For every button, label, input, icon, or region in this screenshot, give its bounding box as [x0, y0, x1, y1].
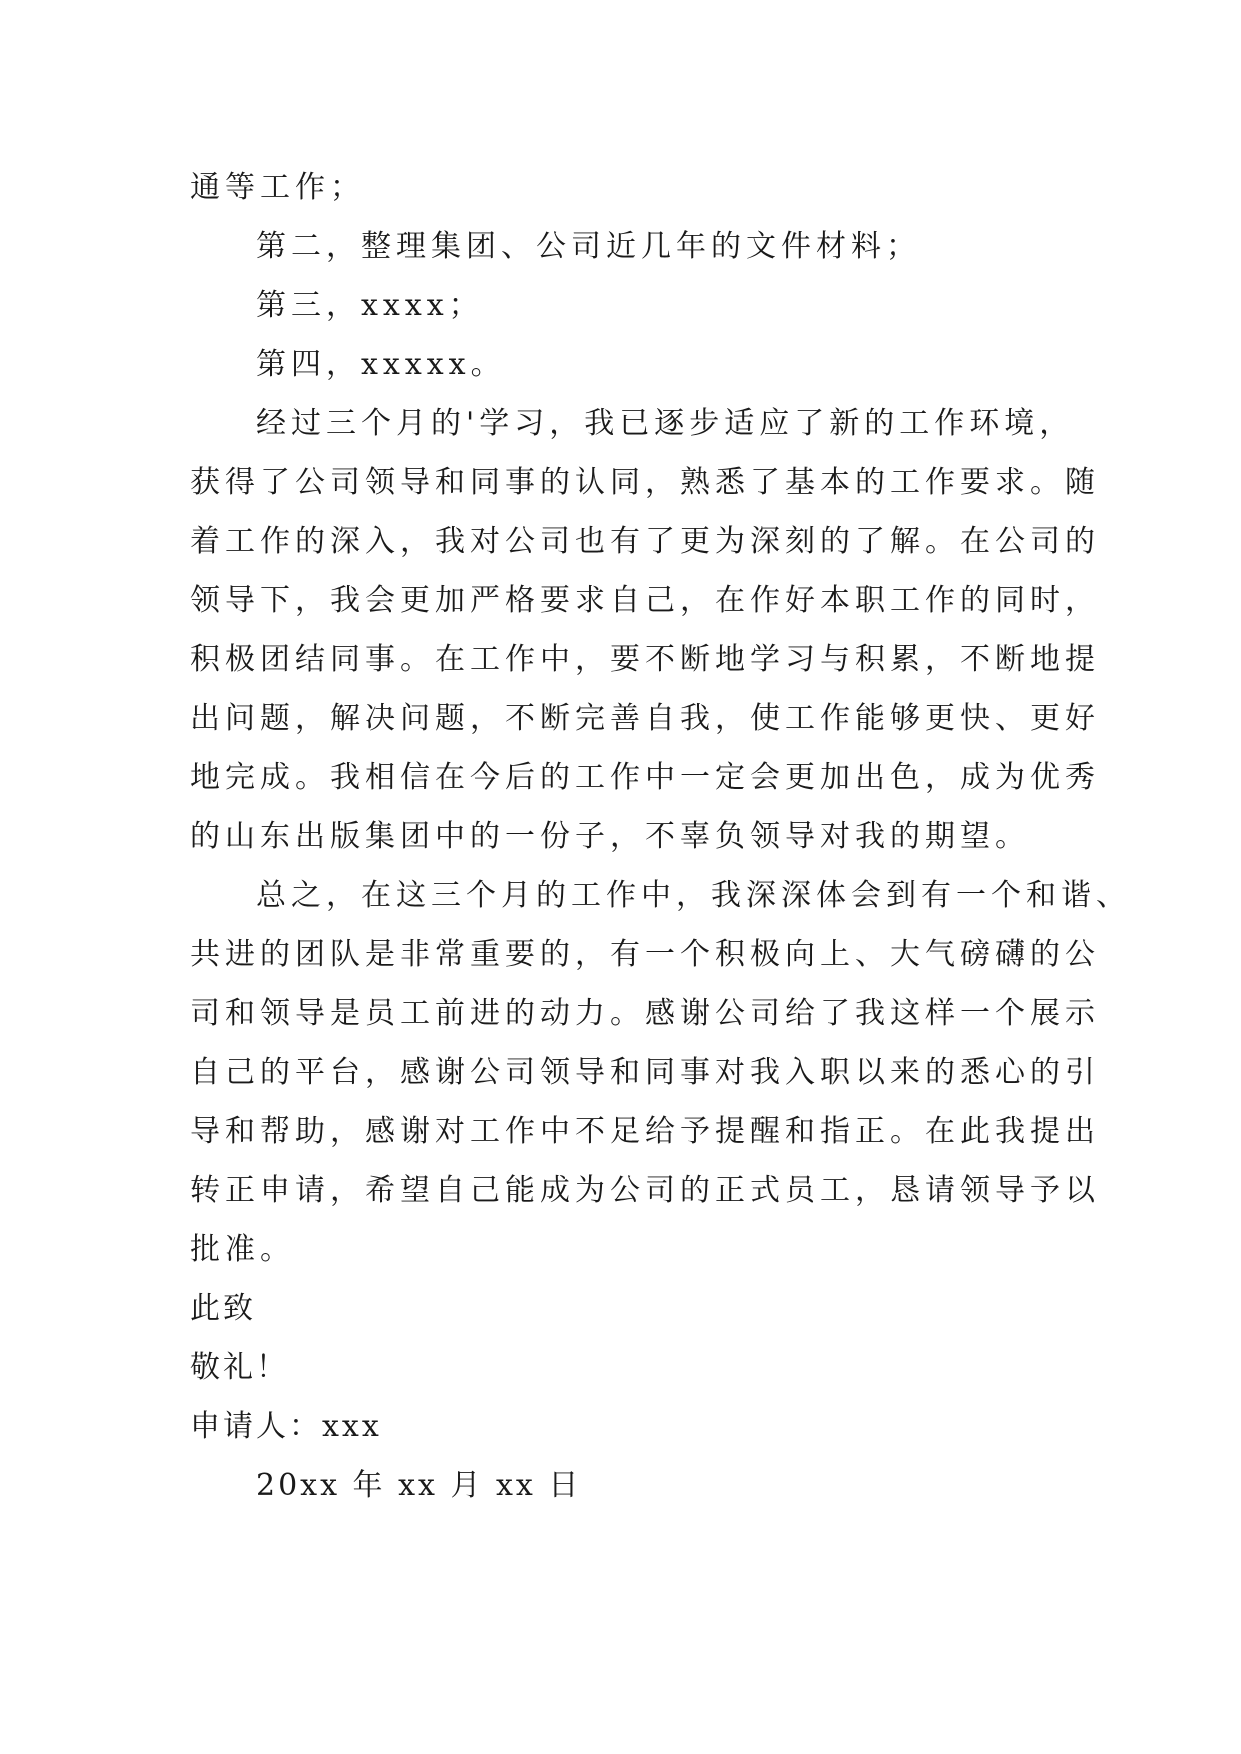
body-line: 经过三个月的'学习，我已逐步适应了新的工作环境， [256, 406, 1075, 441]
body-line: 积极团结同事。在工作中，要不断地学习与积累，不断地提 [190, 642, 1100, 677]
body-line: 自己的平台，感谢公司领导和同事对我入职以来的悉心的引 [190, 1055, 1100, 1090]
body-line: 第二，整理集团、公司近几年的文件材料； [256, 229, 921, 264]
body-line: 的山东出版集团中的一份子，不辜负领导对我的期望。 [190, 819, 1030, 854]
body-line: 总之，在这三个月的工作中，我深深体会到有一个和谐、 [256, 878, 1131, 913]
letter-date: 20xx 年 xx 月 xx 日 [256, 1468, 582, 1503]
body-line: 领导下，我会更加严格要求自己，在作好本职工作的同时， [190, 583, 1100, 618]
body-line: 批准。 [190, 1232, 295, 1267]
salutation: 此致 [190, 1291, 256, 1326]
applicant-signature: 申请人：xxx [190, 1409, 382, 1444]
body-line: 通等工作； [190, 170, 365, 205]
body-line: 出问题，解决问题，不断完善自我，使工作能够更快、更好 [190, 701, 1100, 736]
body-line: 共进的团队是非常重要的，有一个积极向上、大气磅礴的公 [190, 937, 1100, 972]
body-line: 司和领导是员工前进的动力。感谢公司给了我这样一个展示 [190, 996, 1100, 1031]
body-line: 转正申请，希望自己能成为公司的正式员工，恳请领导予以 [190, 1173, 1100, 1208]
body-line: 导和帮助，感谢对工作中不足给予提醒和指正。在此我提出 [190, 1114, 1100, 1149]
body-line: 第三，xxxx； [256, 288, 484, 323]
body-line: 地完成。我相信在今后的工作中一定会更加出色，成为优秀 [190, 760, 1100, 795]
respect-line: 敬礼！ [190, 1350, 289, 1385]
body-line: 获得了公司领导和同事的认同，熟悉了基本的工作要求。随 [190, 465, 1100, 500]
body-line: 第四，xxxxx。 [256, 347, 506, 382]
document-body [190, 158, 1131, 1515]
letter-closing [190, 1279, 1070, 1515]
body-line: 着工作的深入，我对公司也有了更为深刻的了解。在公司的 [190, 524, 1100, 559]
